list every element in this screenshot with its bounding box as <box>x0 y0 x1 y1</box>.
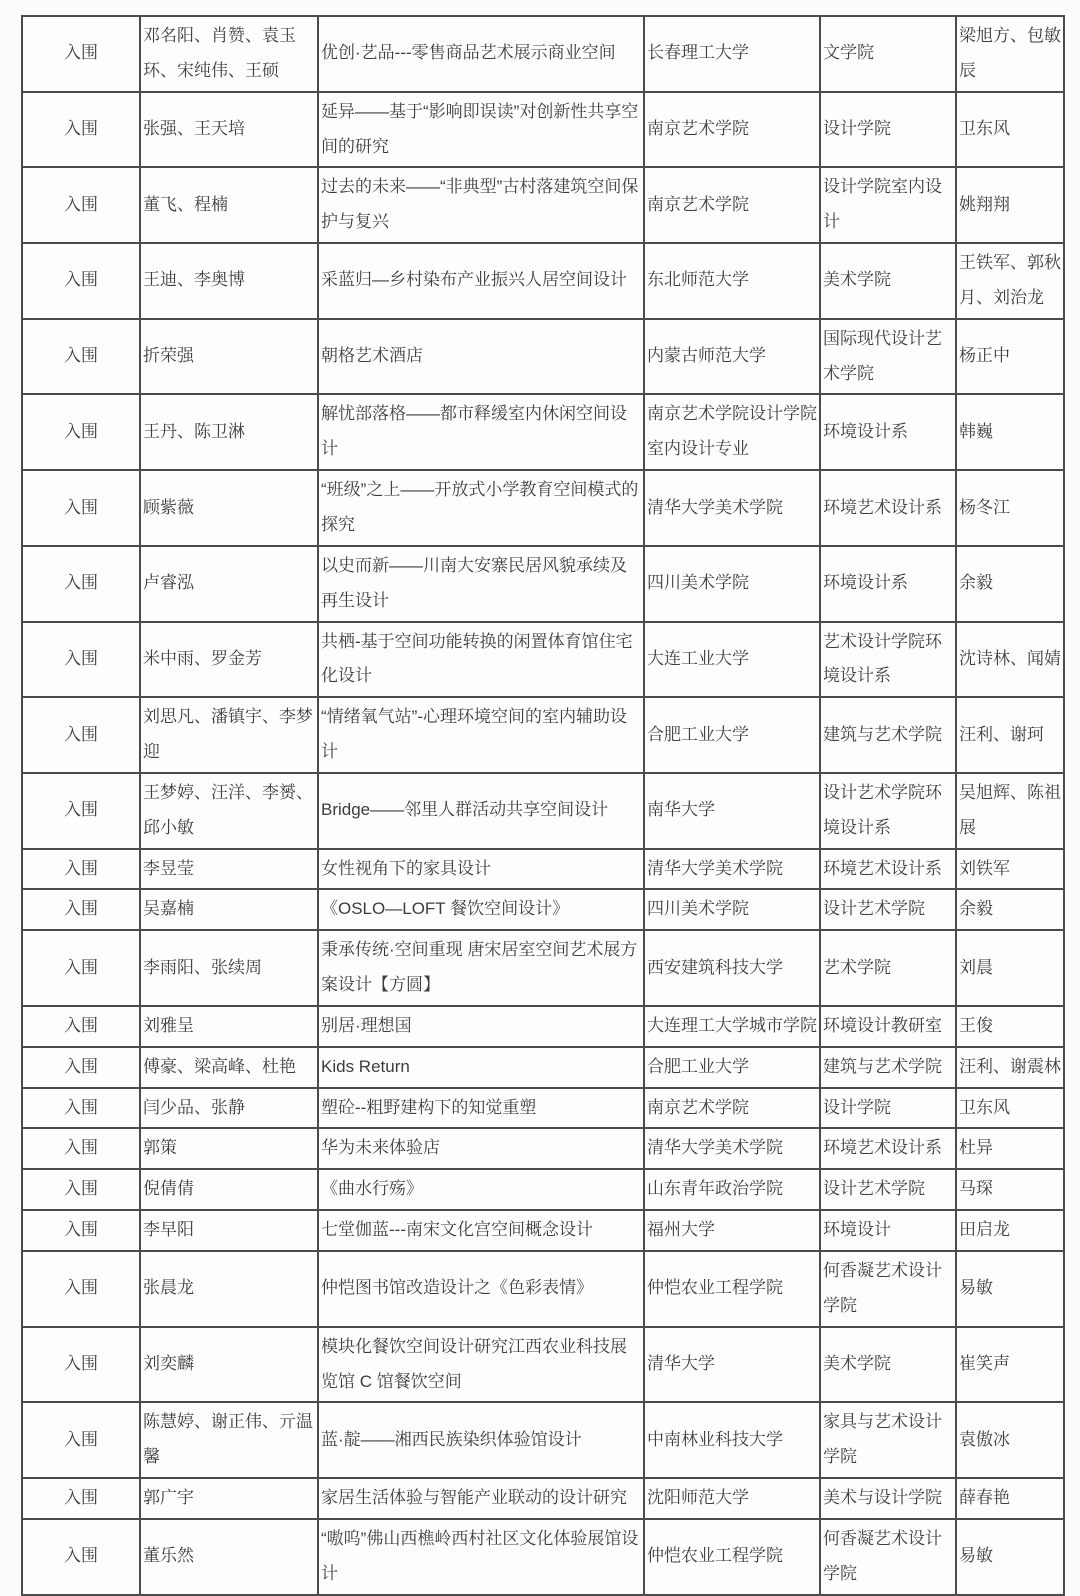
project-title-cell: 塑砼--粗野建构下的知觉重塑 <box>318 1088 644 1129</box>
university-cell: 仲恺农业工程学院 <box>644 1251 820 1327</box>
project-title-cell: 优创·艺品---零售商品艺术展示商业空间 <box>318 16 644 92</box>
authors-cell: 张晨龙 <box>140 1251 318 1327</box>
university-cell: 内蒙古师范大学 <box>644 319 820 395</box>
authors-cell: 董乐然 <box>140 1519 318 1595</box>
table-row <box>22 622 1064 698</box>
university-cell: 南华大学 <box>644 773 820 849</box>
table-row <box>22 319 1064 395</box>
advisors-cell: 刘铁军 <box>956 849 1064 890</box>
award-status-cell: 入围 <box>22 92 140 168</box>
award-status-cell: 入围 <box>22 243 140 319</box>
table-row <box>22 16 1064 92</box>
table-row <box>22 470 1064 546</box>
department-cell: 艺术设计学院环境设计系 <box>820 622 956 698</box>
project-title-cell: “嗷呜”佛山西樵岭西村社区文化体验展馆设计 <box>318 1519 644 1595</box>
award-status-cell: 入围 <box>22 930 140 1006</box>
project-title-cell: 共栖-基于空间功能转换的闲置体育馆住宅化设计 <box>318 622 644 698</box>
table-row <box>22 1327 1064 1403</box>
advisors-cell: 杨冬江 <box>956 470 1064 546</box>
authors-cell: 米中雨、罗金芳 <box>140 622 318 698</box>
authors-cell: 刘奕麟 <box>140 1327 318 1403</box>
authors-cell: 刘思凡、潘镇宇、李梦迎 <box>140 697 318 773</box>
advisors-cell: 汪利、谢珂 <box>956 697 1064 773</box>
award-status-cell: 入围 <box>22 1128 140 1169</box>
authors-cell: 李早阳 <box>140 1210 318 1251</box>
project-title-cell: 华为未来体验店 <box>318 1128 644 1169</box>
project-title-cell: 七堂伽蓝---南宋文化宫空间概念设计 <box>318 1210 644 1251</box>
advisors-cell: 袁傲冰 <box>956 1402 1064 1478</box>
award-status-cell: 入围 <box>22 773 140 849</box>
advisors-cell: 卫东风 <box>956 1088 1064 1129</box>
university-cell: 南京艺术学院 <box>644 92 820 168</box>
table-row <box>22 243 1064 319</box>
authors-cell: 陈慧婷、谢正伟、亓温馨 <box>140 1402 318 1478</box>
advisors-cell: 梁旭方、包敏辰 <box>956 16 1064 92</box>
university-cell: 南京艺术学院 <box>644 1088 820 1129</box>
project-title-cell: 以史而新——川南大安寨民居风貌承续及再生设计 <box>318 546 644 622</box>
university-cell: 山东青年政治学院 <box>644 1169 820 1210</box>
advisors-cell: 田启龙 <box>956 1210 1064 1251</box>
university-cell: 中南林业科技大学 <box>644 1402 820 1478</box>
department-cell: 家具与艺术设计学院 <box>820 1402 956 1478</box>
table-row <box>22 889 1064 930</box>
department-cell: 何香凝艺术设计学院 <box>820 1519 956 1595</box>
table-row <box>22 697 1064 773</box>
authors-cell: 倪倩倩 <box>140 1169 318 1210</box>
advisors-cell: 崔笑声 <box>956 1327 1064 1403</box>
award-status-cell: 入围 <box>22 1088 140 1129</box>
project-title-cell: Kids Return <box>318 1047 644 1088</box>
shortlist-results-table <box>21 15 1065 1596</box>
project-title-cell: 家居生活体验与智能产业联动的设计研究 <box>318 1478 644 1519</box>
project-title-cell: 采蓝归—乡村染布产业振兴人居空间设计 <box>318 243 644 319</box>
department-cell: 环境设计系 <box>820 394 956 470</box>
advisors-cell: 余毅 <box>956 546 1064 622</box>
authors-cell: 折荣强 <box>140 319 318 395</box>
university-cell: 清华大学美术学院 <box>644 849 820 890</box>
department-cell: 美术与设计学院 <box>820 1478 956 1519</box>
award-status-cell: 入围 <box>22 546 140 622</box>
university-cell: 四川美术学院 <box>644 546 820 622</box>
advisors-cell: 卫东风 <box>956 92 1064 168</box>
table-row <box>22 394 1064 470</box>
authors-cell: 邓名阳、肖赞、袁玉环、宋纯伟、王硕 <box>140 16 318 92</box>
authors-cell: 闫少品、张静 <box>140 1088 318 1129</box>
award-status-cell: 入围 <box>22 470 140 546</box>
award-status-cell: 入围 <box>22 1006 140 1047</box>
project-title-cell: 《OSLO—LOFT 餐饮空间设计》 <box>318 889 644 930</box>
document-sheet <box>21 15 1065 1596</box>
department-cell: 设计艺术学院 <box>820 889 956 930</box>
table-row <box>22 167 1064 243</box>
university-cell: 合肥工业大学 <box>644 1047 820 1088</box>
award-status-cell: 入围 <box>22 1478 140 1519</box>
advisors-cell: 杨正中 <box>956 319 1064 395</box>
authors-cell: 李昱莹 <box>140 849 318 890</box>
department-cell: 建筑与艺术学院 <box>820 1047 956 1088</box>
project-title-cell: 模块化餐饮空间设计研究江西农业科技展览馆 C 馆餐饮空间 <box>318 1327 644 1403</box>
university-cell: 西安建筑科技大学 <box>644 930 820 1006</box>
project-title-cell: 《曲水行殇》 <box>318 1169 644 1210</box>
table-row <box>22 1251 1064 1327</box>
authors-cell: 卢睿泓 <box>140 546 318 622</box>
project-title-cell: 仲恺图书馆改造设计之《色彩表情》 <box>318 1251 644 1327</box>
advisors-cell: 沈诗林、闻婧 <box>956 622 1064 698</box>
project-title-cell: 过去的未来——“非典型”古村落建筑空间保护与复兴 <box>318 167 644 243</box>
table-row <box>22 546 1064 622</box>
department-cell: 设计学院 <box>820 1088 956 1129</box>
authors-cell: 傅豪、梁高峰、杜艳 <box>140 1047 318 1088</box>
award-status-cell: 入围 <box>22 889 140 930</box>
award-status-cell: 入围 <box>22 167 140 243</box>
authors-cell: 吴嘉楠 <box>140 889 318 930</box>
award-status-cell: 入围 <box>22 1402 140 1478</box>
authors-cell: 顾紫薇 <box>140 470 318 546</box>
project-title-cell: 秉承传统·空间重现 唐宋居室空间艺术展方案设计【方圆】 <box>318 930 644 1006</box>
authors-cell: 刘雅呈 <box>140 1006 318 1047</box>
department-cell: 环境艺术设计系 <box>820 1128 956 1169</box>
award-status-cell: 入围 <box>22 16 140 92</box>
award-status-cell: 入围 <box>22 1169 140 1210</box>
department-cell: 环境设计教研室 <box>820 1006 956 1047</box>
department-cell: 设计艺术学院环境设计系 <box>820 773 956 849</box>
authors-cell: 郭广宇 <box>140 1478 318 1519</box>
award-status-cell: 入围 <box>22 622 140 698</box>
project-title-cell: 女性视角下的家具设计 <box>318 849 644 890</box>
university-cell: 合肥工业大学 <box>644 697 820 773</box>
authors-cell: 王迪、李奥博 <box>140 243 318 319</box>
table-row <box>22 1006 1064 1047</box>
award-status-cell: 入围 <box>22 1519 140 1595</box>
project-title-cell: “情绪氧气站”-心理环境空间的室内辅助设计 <box>318 697 644 773</box>
department-cell: 艺术学院 <box>820 930 956 1006</box>
advisors-cell: 王俊 <box>956 1006 1064 1047</box>
university-cell: 长春理工大学 <box>644 16 820 92</box>
table-row <box>22 1402 1064 1478</box>
table-row <box>22 1047 1064 1088</box>
authors-cell: 张强、王天培 <box>140 92 318 168</box>
authors-cell: 董飞、程楠 <box>140 167 318 243</box>
project-title-cell: 解忧部落格——都市释缓室内休闲空间设计 <box>318 394 644 470</box>
table-row <box>22 930 1064 1006</box>
authors-cell: 王梦婷、汪洋、李赟、邱小敏 <box>140 773 318 849</box>
department-cell: 美术学院 <box>820 1327 956 1403</box>
advisors-cell: 王铁军、郭秋月、刘治龙 <box>956 243 1064 319</box>
project-title-cell: 延异——基于“影响即误读”对创新性共享空间的研究 <box>318 92 644 168</box>
project-title-cell: Bridge——邻里人群活动共享空间设计 <box>318 773 644 849</box>
university-cell: 清华大学 <box>644 1327 820 1403</box>
advisors-cell: 韩巍 <box>956 394 1064 470</box>
department-cell: 环境艺术设计系 <box>820 849 956 890</box>
department-cell: 国际现代设计艺术学院 <box>820 319 956 395</box>
table-row <box>22 1210 1064 1251</box>
department-cell: 环境艺术设计系 <box>820 470 956 546</box>
award-status-cell: 入围 <box>22 1210 140 1251</box>
table-row <box>22 1088 1064 1129</box>
advisors-cell: 杜异 <box>956 1128 1064 1169</box>
award-status-cell: 入围 <box>22 849 140 890</box>
advisors-cell: 易敏 <box>956 1519 1064 1595</box>
table-row <box>22 849 1064 890</box>
advisors-cell: 马琛 <box>956 1169 1064 1210</box>
university-cell: 福州大学 <box>644 1210 820 1251</box>
award-status-cell: 入围 <box>22 394 140 470</box>
advisors-cell: 吴旭辉、陈祖展 <box>956 773 1064 849</box>
award-status-cell: 入围 <box>22 1047 140 1088</box>
table-row <box>22 1169 1064 1210</box>
table-row <box>22 92 1064 168</box>
authors-cell: 李雨阳、张续周 <box>140 930 318 1006</box>
department-cell: 何香凝艺术设计学院 <box>820 1251 956 1327</box>
authors-cell: 郭策 <box>140 1128 318 1169</box>
project-title-cell: 别居·理想国 <box>318 1006 644 1047</box>
university-cell: 清华大学美术学院 <box>644 1128 820 1169</box>
advisors-cell: 薛春艳 <box>956 1478 1064 1519</box>
award-status-cell: 入围 <box>22 697 140 773</box>
university-cell: 沈阳师范大学 <box>644 1478 820 1519</box>
table-row <box>22 1128 1064 1169</box>
project-title-cell: “班级”之上——开放式小学教育空间模式的探究 <box>318 470 644 546</box>
university-cell: 南京艺术学院设计学院室内设计专业 <box>644 394 820 470</box>
award-status-cell: 入围 <box>22 319 140 395</box>
university-cell: 东北师范大学 <box>644 243 820 319</box>
table-row <box>22 773 1064 849</box>
department-cell: 环境设计系 <box>820 546 956 622</box>
university-cell: 南京艺术学院 <box>644 167 820 243</box>
award-status-cell: 入围 <box>22 1327 140 1403</box>
advisors-cell: 余毅 <box>956 889 1064 930</box>
university-cell: 四川美术学院 <box>644 889 820 930</box>
university-cell: 仲恺农业工程学院 <box>644 1519 820 1595</box>
department-cell: 文学院 <box>820 16 956 92</box>
table-body <box>22 16 1064 1595</box>
table-row <box>22 1478 1064 1519</box>
department-cell: 设计学院 <box>820 92 956 168</box>
university-cell: 清华大学美术学院 <box>644 470 820 546</box>
project-title-cell: 蓝·靛——湘西民族染织体验馆设计 <box>318 1402 644 1478</box>
department-cell: 设计学院室内设计 <box>820 167 956 243</box>
project-title-cell: 朝格艺术酒店 <box>318 319 644 395</box>
advisors-cell: 易敏 <box>956 1251 1064 1327</box>
table-row <box>22 1519 1064 1595</box>
department-cell: 建筑与艺术学院 <box>820 697 956 773</box>
university-cell: 大连工业大学 <box>644 622 820 698</box>
department-cell: 设计艺术学院 <box>820 1169 956 1210</box>
advisors-cell: 汪利、谢震林 <box>956 1047 1064 1088</box>
award-status-cell: 入围 <box>22 1251 140 1327</box>
advisors-cell: 姚翔翔 <box>956 167 1064 243</box>
department-cell: 美术学院 <box>820 243 956 319</box>
advisors-cell: 刘晨 <box>956 930 1064 1006</box>
department-cell: 环境设计 <box>820 1210 956 1251</box>
university-cell: 大连理工大学城市学院 <box>644 1006 820 1047</box>
authors-cell: 王丹、陈卫淋 <box>140 394 318 470</box>
